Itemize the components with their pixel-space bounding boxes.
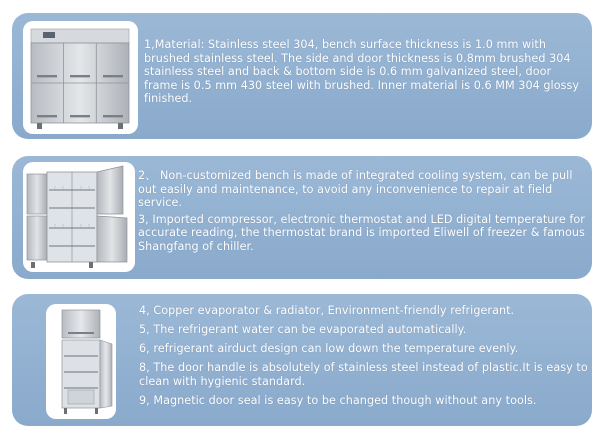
feature-paragraph: 1,Material: Stainless steel 304, bench surface thickness is 1.0 mm with brushed stainless steel. The side and door thickness is 0.8mm brushed 304 stainless steel and back & bottom side is 0.6 mm galvanized steel, door frame is 0.5 mm 430 steel with brushed. Inner material is 0.6 MM 304 glossy finished.	[144, 38, 580, 106]
feature-text-2	[138, 169, 586, 256]
feature-paragraph: 3, Imported compressor, electronic thermostat and LED digital temperature for accurate reading, the thermostat brand is imported Eliwell of freezer & famous Shangfang of chiller.	[138, 212, 585, 253]
feature-text-1	[144, 38, 588, 108]
feature-panel-cooling	[12, 156, 592, 279]
refrigerator-image	[23, 21, 138, 134]
feature-paragraph: 2、 Non-customized bench is made of integrated cooling system, can be pull out easily and maintenance, to avoid any inconvenience to repair at field service.	[138, 169, 573, 210]
feature-paragraph: 6, refrigerant airduct design can low down the temperature evenly.	[139, 342, 519, 356]
feature-text-3	[139, 304, 589, 413]
two-door-refrigerator-open-icon	[46, 304, 116, 419]
feature-paragraph: 5, The refrigerant water can be evaporated automatically.	[139, 323, 467, 337]
feature-paragraph: 4, Copper evaporator & radiator, Environment-friendly refrigerant.	[139, 304, 515, 317]
feature-panel-components	[12, 294, 592, 426]
refrigerator-open-image	[23, 162, 135, 272]
four-door-refrigerator-open-icon	[23, 162, 135, 272]
refrigerator-tall-image	[46, 304, 116, 419]
feature-paragraph: 9, Magnetic door seal is easy to be changed though without any tools.	[139, 393, 537, 407]
feature-paragraph: 8, The door handle is absolutely of stainless steel instead of plastic.It is easy to clean with hygienic standard.	[139, 361, 588, 388]
six-door-refrigerator-closed-icon	[23, 21, 138, 134]
feature-panel-material	[12, 13, 592, 139]
